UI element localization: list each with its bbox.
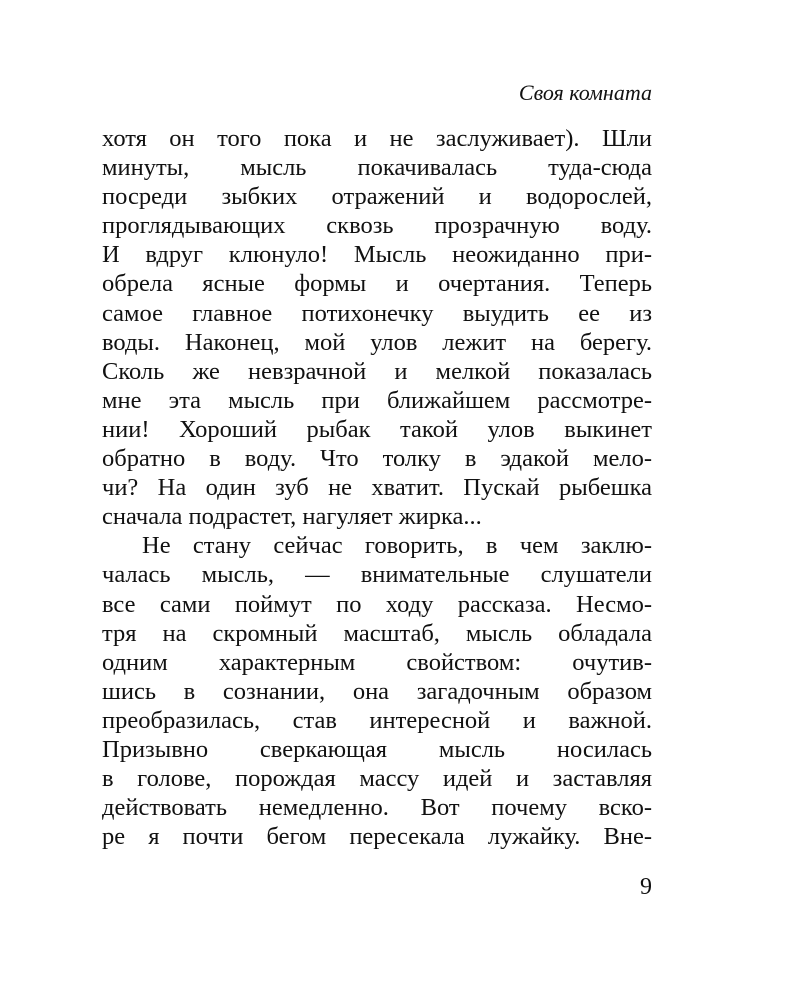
text-line: Не стану сейчас говорить, в чем заклю- — [142, 532, 652, 560]
text-line: обратно в воду. Что толку в эдакой мело- — [102, 445, 652, 473]
text-line: минуты, мысль покачивалась туда-сюда — [102, 154, 652, 182]
text-line: проглядывающих сквозь прозрачную воду. — [102, 212, 652, 240]
text-line: шись в сознании, она загадочным образом — [102, 677, 652, 705]
text-line: одним характерным свойством: очутив- — [102, 648, 652, 676]
text-line: действовать немедленно. Вот почему вско- — [102, 794, 652, 822]
text-line: в голове, порождая массу идей и заставляя — [102, 765, 652, 793]
text-line: тря на скромный масштаб, мысль обладала — [102, 619, 652, 647]
text-line: преобразилась, став интересной и важной. — [102, 706, 652, 734]
text-line: все сами поймут по ходу рассказа. Несмо- — [102, 590, 652, 618]
text-line: хотя он того пока и не заслуживает). Шли — [102, 125, 652, 152]
text-line: обрела ясные формы и очертания. Теперь — [102, 270, 652, 298]
text-line: И вдруг клюнуло! Мысль неожиданно при- — [102, 241, 652, 269]
text-line: сначала подрастет, нагуляет жирка... — [102, 503, 482, 531]
text-line: Призывно сверкающая мысль носилась — [102, 735, 652, 763]
text-line: воды. Наконец, мой улов лежит на берегу. — [102, 328, 652, 356]
text-line: нии! Хороший рыбак такой улов выкинет — [102, 415, 652, 443]
running-head: Своя комната — [518, 80, 652, 105]
text-line: чи? На один зуб не хватит. Пускай рыбешка — [102, 474, 652, 502]
text-line: чалась мысль, — внимательные слушатели — [102, 561, 652, 589]
text-line: ре я почти бегом пересекала лужайку. Вне- — [102, 823, 652, 851]
text-line: мне эта мысль при ближайшем рассмотре- — [102, 386, 652, 414]
text-line: посреди зыбких отражений и водорослей, — [102, 183, 652, 211]
text-line: самое главное потихонечку выудить ее из — [102, 299, 652, 327]
body-text — [102, 124, 652, 851]
text-line: Сколь же невзрачной и мелкой показалась — [102, 357, 652, 385]
page-number: 9 — [640, 874, 652, 900]
